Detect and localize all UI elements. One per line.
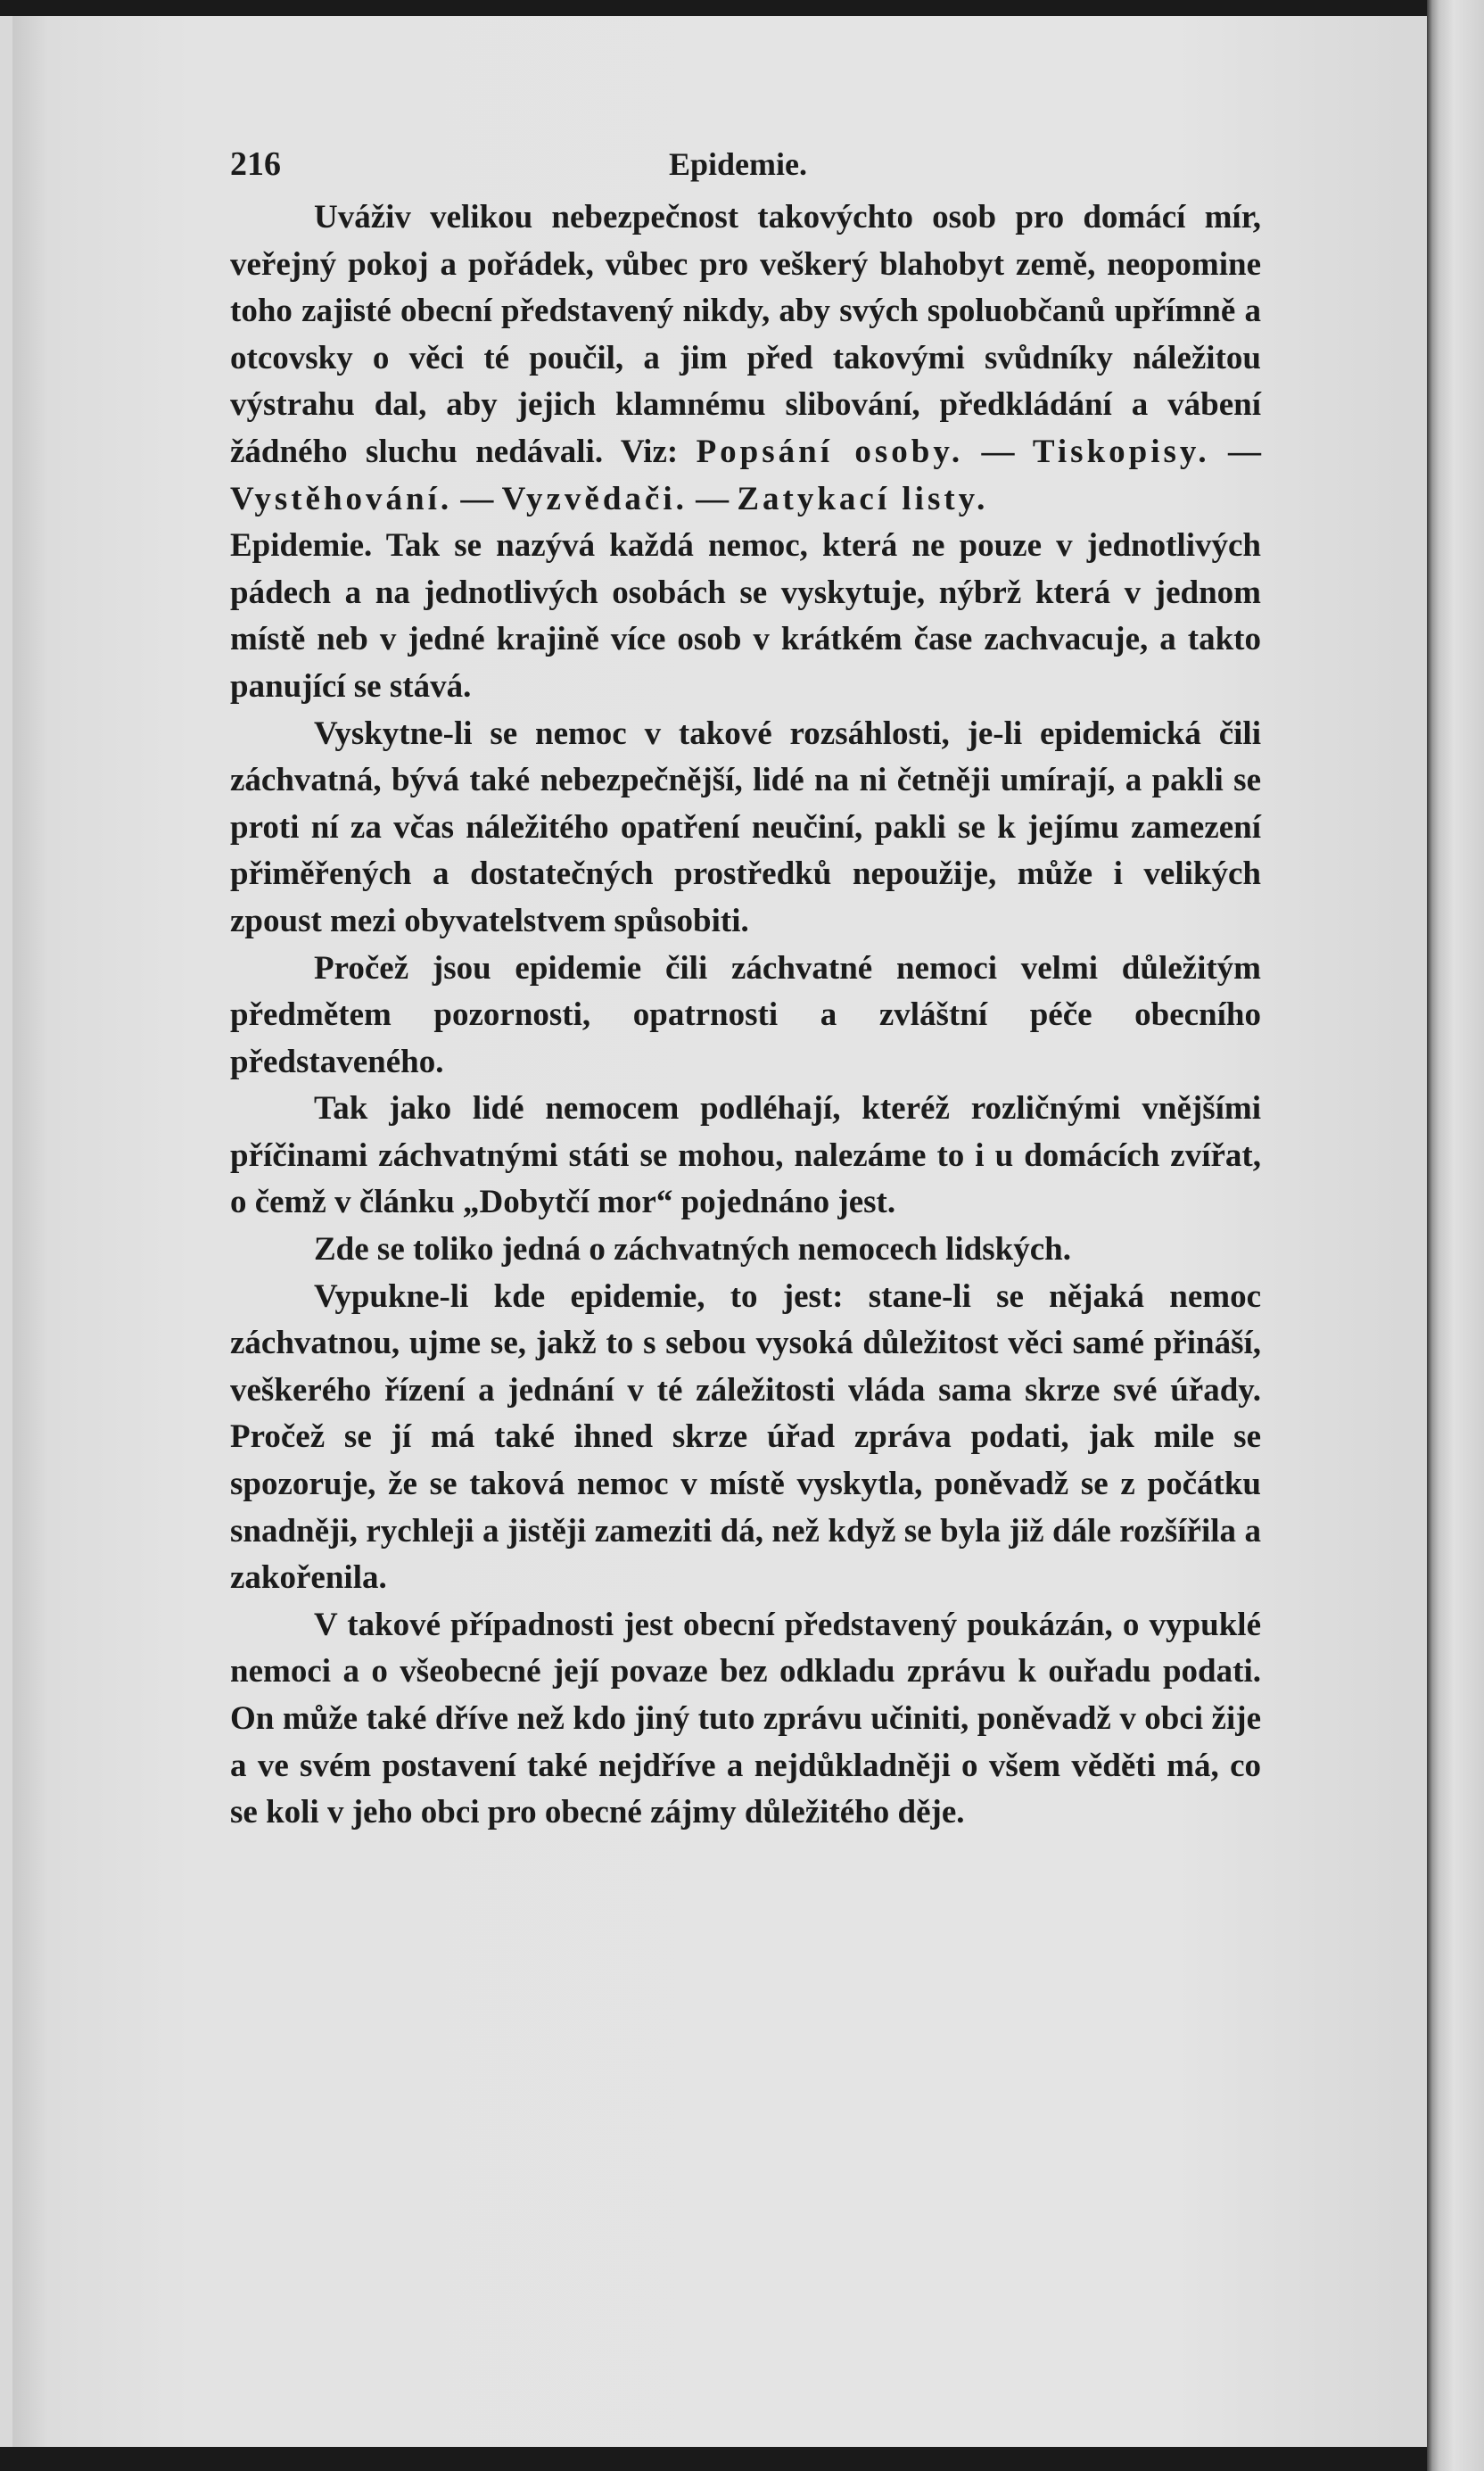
page-header — [230, 141, 1261, 194]
see-also-prefix: Viz: — [620, 433, 679, 470]
see-also-item-5: Zatykací listy. — [737, 480, 989, 517]
paragraph-2: Epidemie. Tak se nazývá každá nemoc, která ne pouze v jednotlivých pádech a na jednotlivých osobách se vyskytuje, nýbrž která v jednom místě neb v jedné krajině více osob v krátkém čase zachvacuje, a takto panující se stává. — [230, 527, 1261, 705]
page-text — [230, 141, 1261, 1837]
see-also-item-2: Tiskopisy. — [1032, 433, 1210, 470]
dash: — — [981, 433, 1015, 470]
page-edge — [1427, 0, 1484, 2471]
see-also-item-1: Popsání osoby. — [696, 433, 964, 470]
paragraph-6: Zde se toliko jedná o záchvatných nemocech lidských. — [314, 1231, 1071, 1269]
paragraph-7: Vypukne-li kde epidemie, to jest: stane-li se nějaká nemoc záchvatnou, ujme se, jakž to s sebou vysoká důležitost věci samé přináší, veškerého řízení a jednání v té záležitosti vláda sama skrze své úřady. Pročež se jí má také ihned skrze úřad zpráva podati, jak mile se spozoruje, že se taková nemoc v místě vyskytla, poněvadž se z počátku snadněji, rychleji a jistěji zameziti dá, než když se byla již dále rozšířila a zakořenila. — [230, 1277, 1261, 1597]
dash: — — [696, 480, 730, 517]
page-number: 216 — [230, 145, 281, 183]
see-also-item-3: Vystěhování. — [230, 480, 453, 517]
paragraph-8: V takové případnosti jest obecní představený poukázán, o vypuklé nemoci a o všeobecné její povaze bez odkladu zprávu k ouřadu podati. On může také dříve než kdo jiný tuto zprávu učiniti, poněvadž v obci žije a ve svém postavení také nejdříve a nejdůkladněji o všem věděti má, co se koli v jeho obci pro obecné zájmy důležitého děje. — [230, 1606, 1261, 1831]
paragraph-3: Vyskytne-li se nemoc v takové rozsáhlosti, je-li epidemická čili záchvatná, bývá také nebezpečnější, lidé na ni četněji umírají, a pakli se proti ní za včas náležitého opatření neučiní, pakli se k jejímu zamezení přiměřených a dostatečných prostředků nepoužije, může i velikých zpoust mezi obyvatelstvem spůsobiti. — [230, 715, 1261, 939]
paragraph-5: Tak jako lidé nemocem podléhají, kteréž rozličnými vnějšími příčinami záchvatnými státi se mohou, nalezáme to i u domácích zvířat, o čemž v článku „Dobytčí mor“ pojednáno jest. — [230, 1090, 1261, 1221]
dash: — — [1228, 433, 1261, 470]
paragraph-4: Pročež jsou epidemie čili záchvatné nemoci velmi důležitým předmětem pozornosti, opatrnosti a zvláštní péče obecního představeného. — [230, 949, 1261, 1080]
paragraph-1 — [230, 194, 1261, 523]
paragraph-1-text: Uváživ velikou nebezpečnost takovýchto osob pro domácí mír, veřejný pokoj a pořádek, vůbec pro veškerý blahobyt země, neopomine toho zajisté obecní představený nikdy, aby svých spoluobčanů upřímně a otcovsky o věci té poučil, a jim před takovými svůdníky náležitou výstrahu dal, aby jejich klamnému slibování, předkládání a vábení žádného sluchu nedávali. — [230, 199, 1261, 470]
see-also-item-4: Vyzvědači. — [501, 480, 688, 517]
running-title: Epidemie. — [669, 146, 808, 182]
dash: — — [460, 480, 494, 517]
